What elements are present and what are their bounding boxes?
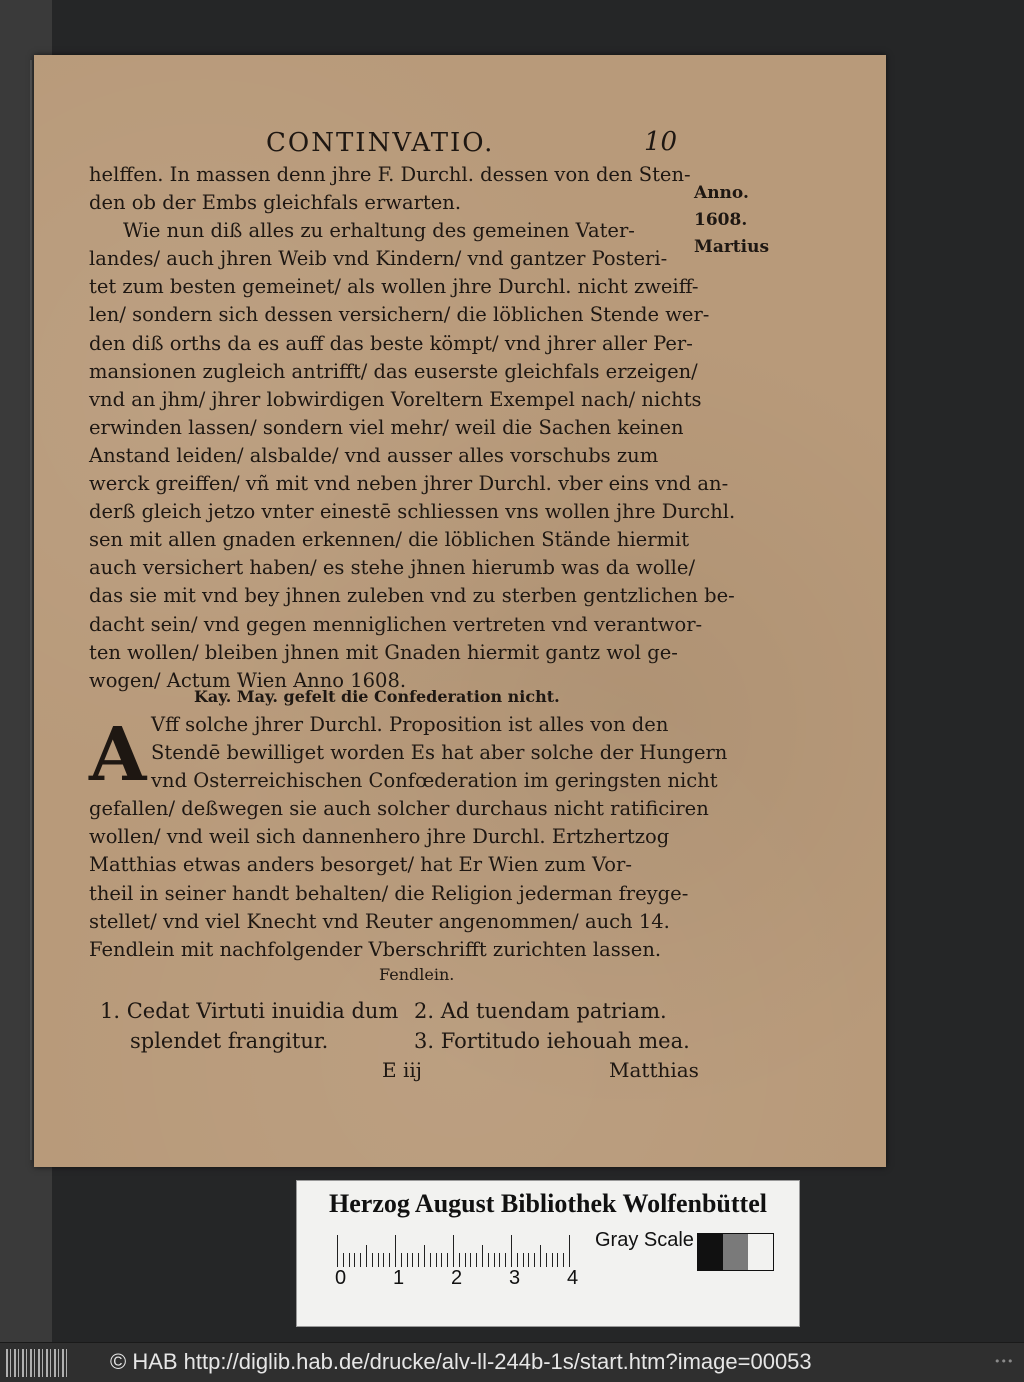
ruler-tick [494, 1253, 495, 1267]
signature-mark: E iij [382, 1058, 422, 1082]
ruler-tick [354, 1253, 355, 1267]
ruler-tick [412, 1253, 413, 1267]
gray-swatch [723, 1234, 748, 1270]
ruler-tick [476, 1253, 477, 1267]
folio-number: 10 [644, 127, 678, 157]
text-line: Vff solche jhrer Durchl. Proposition ist alles von den [151, 713, 669, 736]
flag-motto: 1. Cedat Virtuti inuidia dum [100, 999, 399, 1023]
ruler-tick [528, 1253, 529, 1267]
ruler-tick [349, 1253, 350, 1267]
gray-swatch [698, 1234, 723, 1270]
text-line: mansionen zugleich antrifft/ das euserste gleichfals erzeigen/ [89, 359, 698, 383]
gray-scale-label: Gray Scale [595, 1229, 694, 1251]
ruler-tick [534, 1253, 535, 1267]
library-name: Herzog August Bibliothek Wolfenbüttel [329, 1189, 767, 1218]
text-line: Fendlein mit nachfolgender Vberschrifft zurichten lassen. [89, 937, 662, 961]
ruler-number: 4 [567, 1267, 579, 1289]
ruler-tick [459, 1253, 460, 1267]
barcode-icon [6, 1349, 68, 1377]
ruler-tick [383, 1253, 384, 1267]
text-line: tet zum besten gemeinet/ als wollen jhre Durchl. nicht zweiff- [89, 275, 699, 299]
book-page [34, 55, 886, 1167]
text-line: ten wollen/ bleiben jhnen mit Gnaden hiermit gantz wol ge- [89, 640, 678, 664]
flag-motto: splendet frangitur. [130, 1029, 329, 1053]
text-line: wollen/ vnd weil sich dannenhero jhre Durchl. Ertzhertzog [89, 825, 670, 849]
text-line: Anstand leiden/ alsbalde/ vnd ausser alles vorschubs zum [89, 443, 659, 467]
text-line: gefallen/ deßwegen sie auch solcher durchaus nicht ratificiren [89, 797, 709, 821]
ruler-tick [343, 1253, 344, 1267]
section-heading: Kay. May. gefelt die Confederation nicht. [194, 687, 560, 706]
ruler-tick [465, 1253, 466, 1267]
ruler-tick [395, 1235, 396, 1267]
text-line: Matthias etwas anders besorget/ hat Er Wien zum Vor- [89, 853, 632, 877]
ruler-tick [337, 1235, 338, 1267]
ruler-tick [401, 1253, 402, 1267]
ruler-tick [360, 1253, 361, 1267]
ruler-tick [546, 1253, 547, 1267]
flag-motto: 2. Ad tuendam patriam. [414, 999, 667, 1023]
ruler-tick [366, 1245, 367, 1267]
margin-note [694, 180, 769, 261]
ruler-tick [436, 1253, 437, 1267]
flags-heading: Fendlein. [379, 965, 455, 984]
ruler-tick [552, 1253, 553, 1267]
text-line: den diß orths da es auff das beste kömpt/ vnd jhrer aller Per- [89, 331, 693, 355]
ruler-number: 2 [451, 1267, 463, 1289]
gray-swatch [748, 1234, 773, 1270]
ruler-tick [430, 1253, 431, 1267]
ruler-number: 3 [509, 1267, 521, 1289]
ruler-tick [482, 1245, 483, 1267]
body-paragraph-2 [89, 711, 727, 964]
flag-motto: 3. Fortitudo iehouah mea. [414, 1029, 690, 1053]
ruler-tick [569, 1235, 570, 1267]
running-head: CONTINVATIO. [266, 128, 495, 158]
ruler-tick [557, 1253, 558, 1267]
gray-scale-swatches [697, 1233, 774, 1271]
ruler-tick [563, 1253, 564, 1267]
ruler-tick [453, 1235, 454, 1267]
ruler-tick [540, 1245, 541, 1267]
ruler-tick [418, 1253, 419, 1267]
ruler-tick [372, 1253, 373, 1267]
ruler-tick [488, 1253, 489, 1267]
more-icon[interactable]: ••• [994, 1355, 1014, 1368]
margin-note-line: Martius [694, 237, 770, 257]
text-line: dacht sein/ vnd gegen menniglichen vertreten vnd verantwor- [89, 612, 703, 636]
ruler-number: 1 [393, 1267, 405, 1289]
text-line: Stendē bewilliget worden Es hat aber solche der Hungern [151, 741, 728, 765]
text-line: sen mit allen gnaden erkennen/ die löblichen Stände hiermit [89, 528, 690, 552]
text-line: len/ sondern sich dessen versichern/ die löblichen Stende wer- [89, 303, 710, 327]
text-line: das sie mit vnd bey jhnen zuleben vnd zu sterben gentzlichen be- [89, 584, 735, 608]
ruler-number: 0 [335, 1267, 347, 1289]
ruler-tick [499, 1253, 500, 1267]
scale-ruler [337, 1233, 577, 1267]
text-line: helffen. In massen denn jhre F. Durchl. dessen von den Sten- [89, 163, 691, 186]
text-line: auch versichert haben/ es stehe jhnen hierumb was da wolle/ [89, 556, 696, 580]
ruler-tick [470, 1253, 471, 1267]
text-line: erwinden lassen/ sondern viel mehr/ weil die Sachen keinen [89, 415, 684, 439]
text-line: Wie nun diß alles zu erhaltung des gemeinen Vater- [123, 219, 635, 243]
ruler-tick [447, 1253, 448, 1267]
ruler-tick [517, 1253, 518, 1267]
text-line: vnd Osterreichischen Confœderation im geringsten nicht [151, 769, 718, 793]
text-line: landes/ auch jhren Weib vnd Kindern/ vnd gantzer Posteri- [89, 247, 668, 271]
ruler-tick [511, 1235, 512, 1267]
text-line: derß gleich jetzo vnter einestē schliessen vns wollen jhre Durchl. [89, 500, 736, 524]
text-line: theil in seiner handt behalten/ die Religion jederman freyge- [89, 881, 689, 905]
ruler-tick [424, 1245, 425, 1267]
catchword: Matthias [609, 1058, 699, 1082]
ruler-tick [523, 1253, 524, 1267]
text-line: wogen/ Actum Wien Anno 1608. [89, 668, 407, 692]
text-line: den ob der Embs gleichfals erwarten. [89, 191, 462, 215]
drop-cap: A [89, 712, 147, 798]
text-line: vnd an jhm/ jhrer lobwirdigen Voreltern Exempel nach/ nichts [89, 387, 702, 411]
text-line: werck greiffen/ vñ mit vnd neben jhrer Durchl. vber eins vnd an- [89, 472, 729, 496]
text-line: stellet/ vnd viel Knecht vnd Reuter angenommen/ auch 14. [89, 909, 670, 933]
ruler-tick [389, 1253, 390, 1267]
ruler-tick [407, 1253, 408, 1267]
copyright-link[interactable]: © HAB http://diglib.hab.de/drucke/alv-ll-244b-1s/start.htm?image=00053 [110, 1349, 812, 1374]
margin-note-line: 1608. [694, 210, 748, 230]
book-board-edge [30, 60, 32, 1160]
margin-note-line: Anno. [694, 183, 749, 203]
ruler-tick [378, 1253, 379, 1267]
ruler-tick [505, 1253, 506, 1267]
library-label-card [296, 1180, 800, 1327]
status-bar [0, 1342, 1024, 1382]
ruler-tick [441, 1253, 442, 1267]
